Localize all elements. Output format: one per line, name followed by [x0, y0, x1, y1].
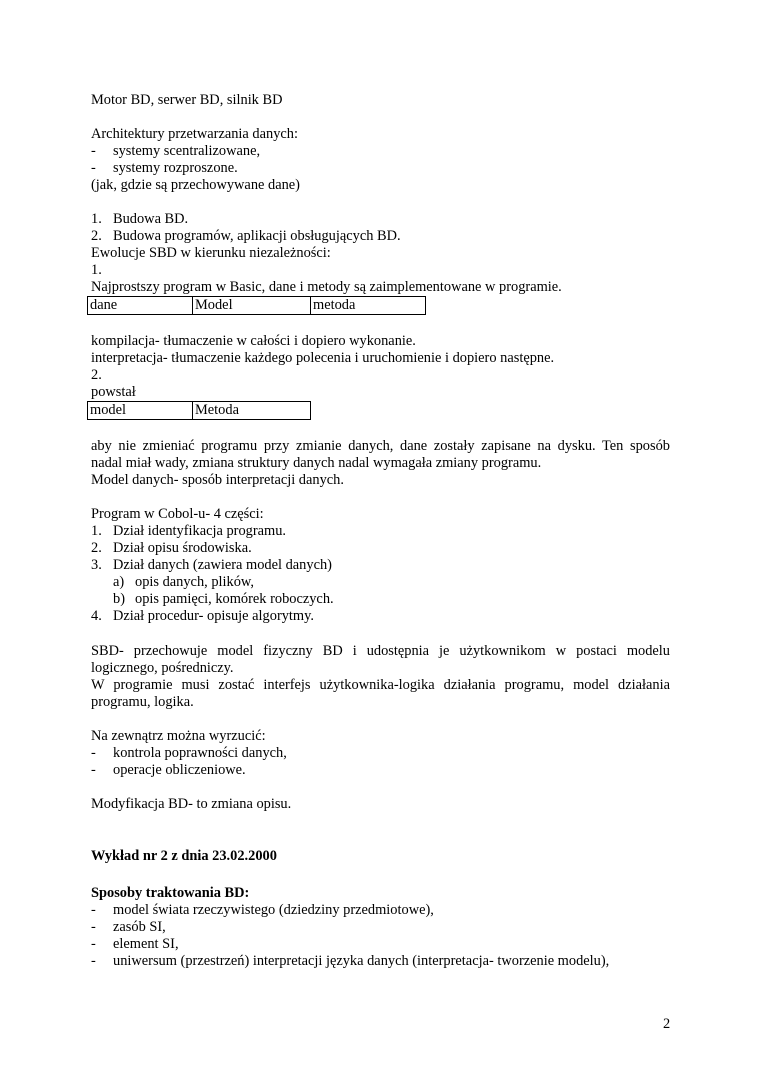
sublist-item: opis danych, plików, [135, 574, 254, 590]
list-number: 2. [91, 228, 102, 244]
list-item: Budowa BD. [113, 211, 189, 227]
bullet-dash: - [91, 160, 96, 176]
table-cell: metoda [311, 297, 426, 315]
paragraph-sbd-line-1: SBD- przechowuje model fizyczny BD i udostępnia je użytkownikom w postaci modelu [91, 643, 670, 659]
line-modyfikacja: Modyfikacja BD- to zmiana opisu. [91, 796, 292, 812]
paragraph-sbd-line-2: logicznego, pośredniczy. [91, 660, 234, 676]
list-number: 4. [91, 608, 102, 624]
list-item: systemy scentralizowane, [113, 143, 261, 159]
bullet-dash: - [91, 953, 96, 969]
table-cell: Model [193, 297, 311, 315]
page-number: 2 [663, 1016, 671, 1032]
line-zewnatrz: Na zewnątrz można wyrzucić: [91, 728, 266, 744]
table-cell: Metoda [193, 402, 311, 420]
list-number: 3. [91, 557, 102, 573]
list-number: 1. [91, 211, 102, 227]
paragraph-aby-line-1: aby nie zmieniać programu przy zmianie danych, dane zostały zapisane na dysku. Ten sposób [91, 438, 670, 454]
bullet-dash: - [91, 745, 96, 761]
paragraph-aby-line-2: nadal miał wady, zmiana struktury danych nadal wymagała zmiany programu. [91, 455, 542, 471]
list-item: systemy rozproszone. [113, 160, 238, 176]
list-number: 2. [91, 540, 102, 556]
line-e2: 2. [91, 367, 102, 383]
list-item: kontrola poprawności danych, [113, 745, 287, 761]
line-powstal: powstał [91, 384, 136, 400]
table-cell: dane [88, 297, 193, 315]
line-arch: Architektury przetwarzania danych: [91, 126, 298, 142]
bullet-dash: - [91, 902, 96, 918]
line-model-danych: Model danych- sposób interpretacji danych. [91, 472, 344, 488]
list-item: Dział danych (zawiera model danych) [113, 557, 332, 573]
line-najprostszy: Najprostszy program w Basic, dane i metody są zaimplementowane w programie. [91, 279, 562, 295]
bullet-dash: - [91, 919, 96, 935]
line-motor: Motor BD, serwer BD, silnik BD [91, 92, 283, 108]
list-item: zasób SI, [113, 919, 166, 935]
paragraph-wprog-line-1: W programie musi zostać interfejs użytkownika-logika działania programu, model działania [91, 677, 670, 693]
sublist-letter: a) [113, 574, 125, 590]
list-number: 1. [91, 523, 102, 539]
bullet-dash: - [91, 143, 96, 159]
list-item: model świata rzeczywistego (dziedziny przedmiotowe), [113, 902, 434, 918]
heading-sposoby: Sposoby traktowania BD: [91, 885, 250, 901]
line-e1: 1. [91, 262, 102, 278]
list-item: operacje obliczeniowe. [113, 762, 246, 778]
bullet-dash: - [91, 762, 96, 778]
list-item: element SI, [113, 936, 179, 952]
sublist-letter: b) [113, 591, 125, 607]
line-ewolucja: Ewolucje SBD w kierunku niezależności: [91, 245, 331, 261]
line-cobol: Program w Cobol-u- 4 części: [91, 506, 264, 522]
line-kompilacja: kompilacja- tłumaczenie w całości i dopiero wykonanie. [91, 333, 416, 349]
line-arch-note: (jak, gdzie są przechowywane dane) [91, 177, 300, 193]
line-interpretacja: interpretacja- tłumaczenie każdego polecenia i uruchomienie i dopiero następne. [91, 350, 555, 366]
paragraph-wprog-line-2: programu, logika. [91, 694, 194, 710]
table-cell: model [88, 402, 193, 420]
list-item: Dział procedur- opisuje algorytmy. [113, 608, 314, 624]
table-model-metoda [87, 401, 311, 420]
list-item: Budowa programów, aplikacji obsługujących BD. [113, 228, 401, 244]
list-item: Dział opisu środowiska. [113, 540, 252, 556]
list-item: Dział identyfikacja programu. [113, 523, 287, 539]
table-dane-model-metoda [87, 296, 426, 315]
sublist-item: opis pamięci, komórek roboczych. [135, 591, 334, 607]
list-item: uniwersum (przestrzeń) interpretacji języka danych (interpretacja- tworzenie modelu), [113, 953, 610, 969]
heading-wyklad: Wykład nr 2 z dnia 23.02.2000 [91, 848, 277, 864]
bullet-dash: - [91, 936, 96, 952]
